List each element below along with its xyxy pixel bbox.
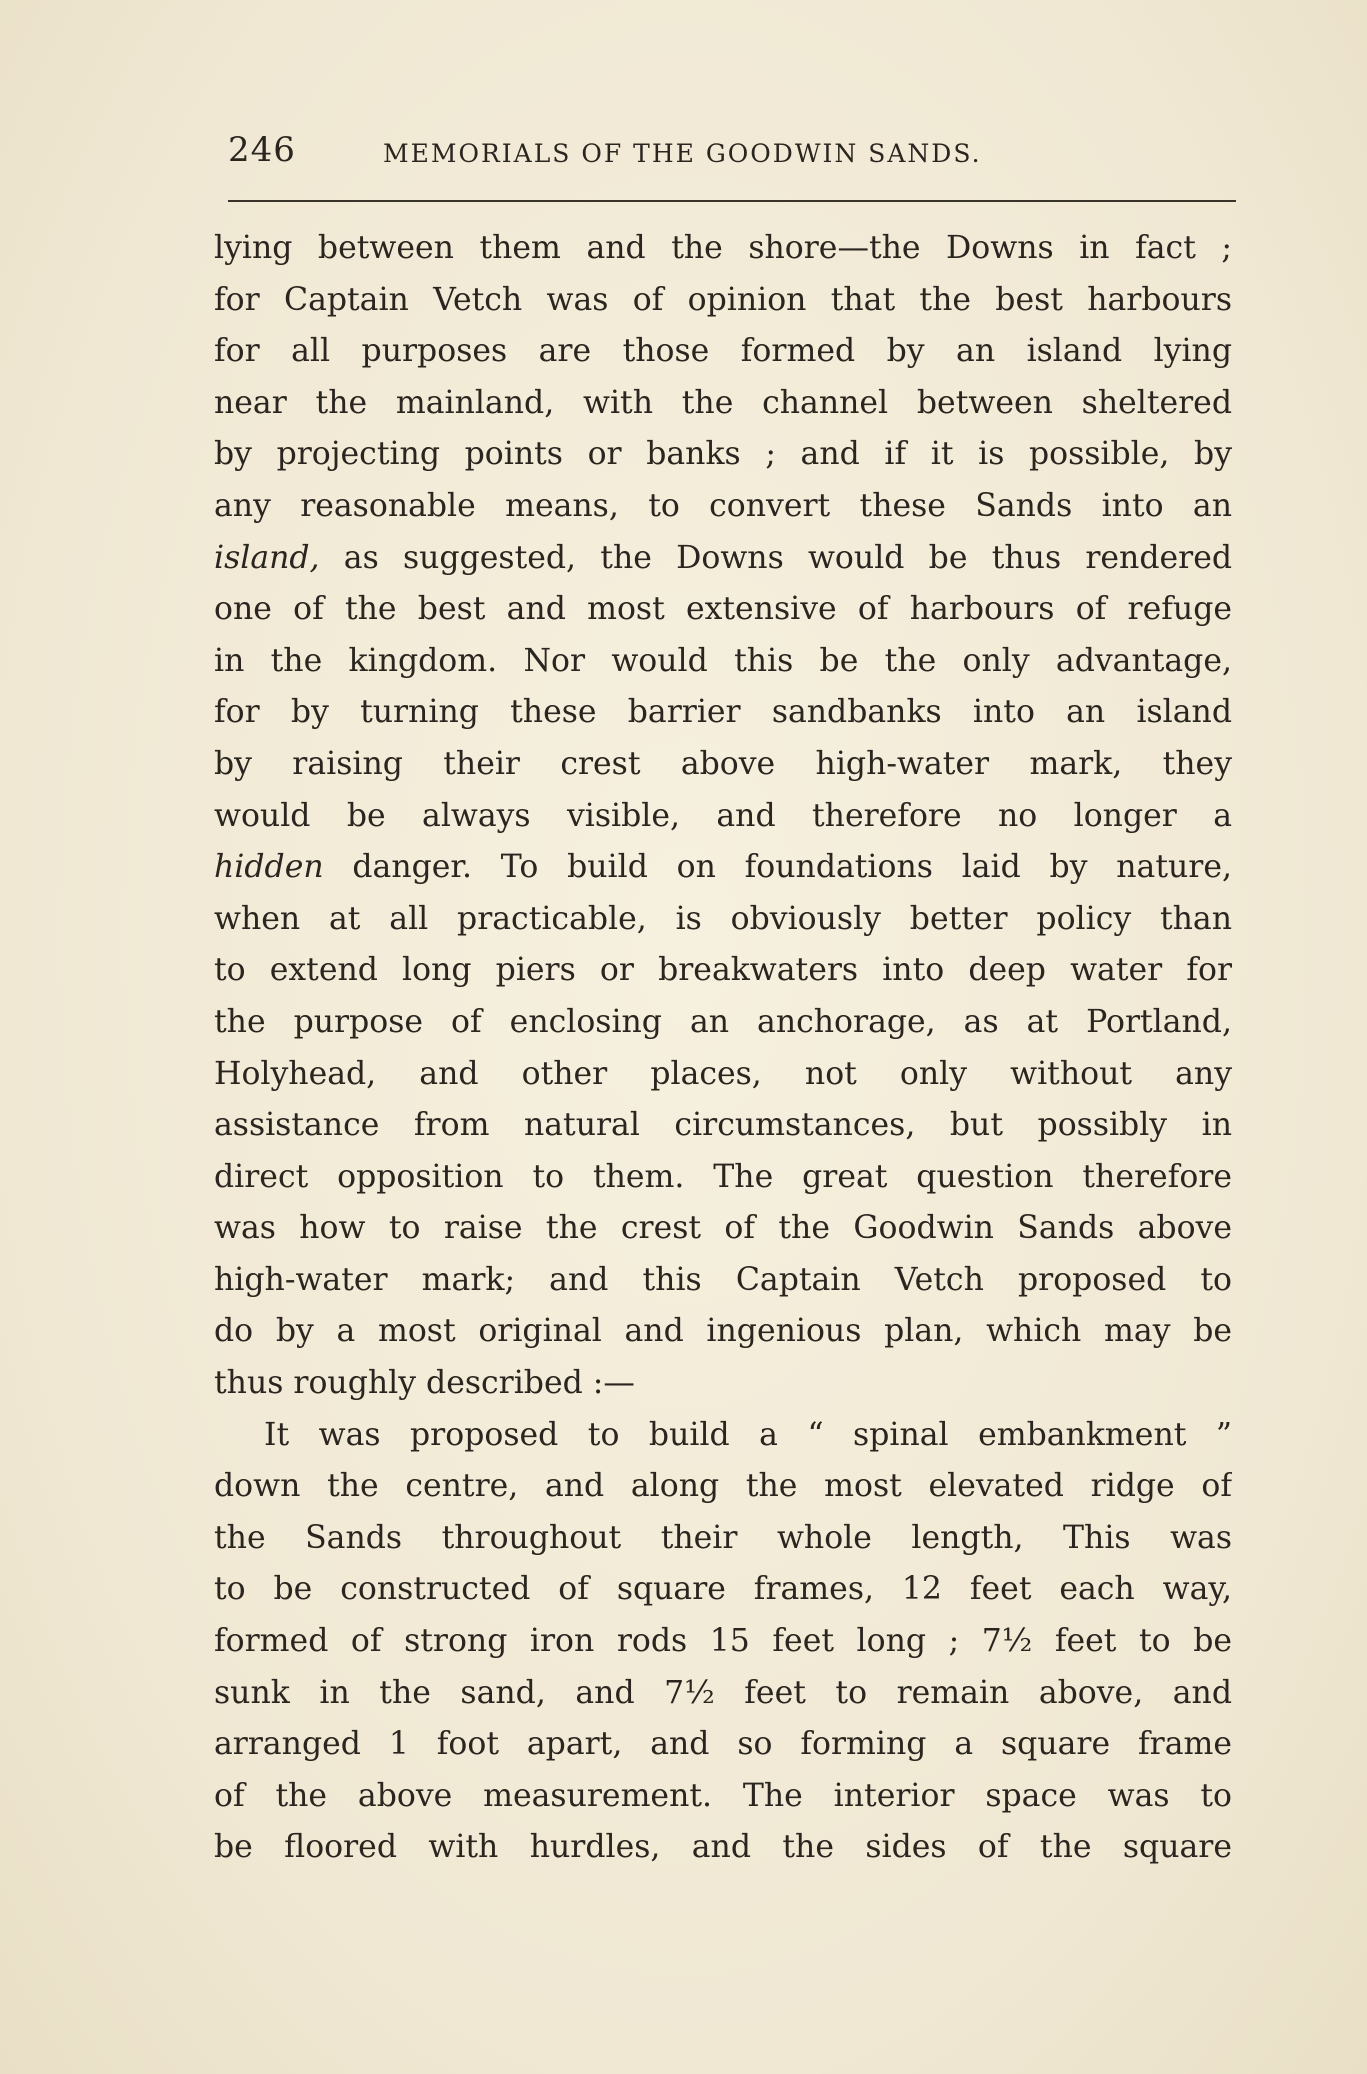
- text-line: [214, 1719, 1232, 1771]
- line-text: direct opposition to them. The great question therefore: [214, 1158, 1232, 1195]
- text-line: [214, 1203, 1232, 1255]
- line-text: in the kingdom. Nor would this be the only advantage,: [214, 642, 1232, 679]
- text-line: [214, 1564, 1232, 1616]
- text-line: [214, 1255, 1232, 1307]
- line-text: to extend long piers or breakwaters into deep water for: [214, 952, 1232, 989]
- line-text: one of the best and most extensive of harbours of refuge: [214, 591, 1232, 628]
- text-line: [214, 275, 1232, 327]
- text-line: [214, 1616, 1232, 1668]
- line-text: to be constructed of square frames, 12 feet each way,: [214, 1571, 1232, 1608]
- header-rule: [228, 200, 1236, 202]
- line-text: of the above measurement. The interior space was to: [214, 1777, 1232, 1814]
- line-text: high-water mark; and this Captain Vetch proposed to: [214, 1261, 1232, 1298]
- text-line: [214, 1461, 1232, 1513]
- text-line: [214, 1100, 1232, 1152]
- text-line: [214, 1410, 1232, 1462]
- text-line: [214, 533, 1232, 585]
- text-line: [214, 1152, 1232, 1204]
- text-line: [214, 1049, 1232, 1101]
- text-line: [214, 326, 1232, 378]
- text-line: [214, 1668, 1232, 1720]
- line-text: would be always visible, and therefore no longer a: [214, 797, 1232, 834]
- line-text: when at all practicable, is obviously better policy than: [214, 900, 1232, 937]
- line-text: sunk in the sand, and 7½ feet to remain above, and: [214, 1674, 1232, 1711]
- line-text: lying between them and the shore—the Downs in fact ;: [214, 230, 1232, 266]
- body-text: [214, 223, 1232, 1874]
- text-line: [214, 223, 1232, 275]
- italic-word: island,: [214, 539, 320, 576]
- line-text: thus roughly described :—: [214, 1365, 635, 1402]
- text-line: [214, 378, 1232, 430]
- text-line: [214, 429, 1232, 481]
- text-line: [214, 1771, 1232, 1823]
- line-text: down the centre, and along the most elevated ridge of: [214, 1468, 1232, 1505]
- line-text: for by turning these barrier sandbanks into an island: [214, 694, 1232, 731]
- line-text: the Sands throughout their whole length, This was: [214, 1519, 1232, 1556]
- page-header: [228, 130, 1238, 174]
- line-text: any reasonable means, to convert these Sands into an: [214, 487, 1232, 524]
- line-text: by projecting points or banks ; and if it is possible, by: [214, 436, 1232, 473]
- line-text: be floored with hurdles, and the sides of the square: [214, 1829, 1232, 1866]
- page-number: 246: [228, 130, 296, 170]
- line-text: the purpose of enclosing an anchorage, as at Portland,: [214, 1003, 1232, 1040]
- text-line: [214, 1306, 1232, 1358]
- text-line: [214, 584, 1232, 636]
- line-text: as suggested, the Downs would be thus rendered: [319, 539, 1232, 576]
- italic-word: hidden: [214, 849, 324, 886]
- line-text: danger. To build on foundations laid by nature,: [323, 849, 1232, 886]
- text-line: [214, 739, 1232, 791]
- line-text: near the mainland, with the channel between sheltered: [214, 384, 1232, 421]
- line-text: for all purposes are those formed by an island lying: [214, 333, 1232, 370]
- text-line: [214, 791, 1232, 843]
- text-line: [214, 945, 1232, 997]
- line-text: formed of strong iron rods 15 feet long ; 7½ feet to be: [214, 1623, 1232, 1660]
- line-text: was how to raise the crest of the Goodwin Sands above: [214, 1210, 1232, 1247]
- text-line: [214, 842, 1232, 894]
- line-text: assistance from natural circumstances, but possibly in: [214, 1107, 1232, 1144]
- text-line: [214, 894, 1232, 946]
- line-text: by raising their crest above high-water mark, they: [214, 745, 1232, 782]
- text-line: [214, 1513, 1232, 1565]
- running-title: MEMORIALS OF THE GOODWIN SANDS.: [383, 139, 982, 168]
- line-text: It was proposed to build a “ spinal embankment ”: [264, 1416, 1232, 1453]
- text-line: [214, 1358, 1232, 1410]
- text-line: [214, 481, 1232, 533]
- line-text: arranged 1 foot apart, and so forming a square frame: [214, 1726, 1232, 1763]
- text-line: [214, 997, 1232, 1049]
- line-text: do by a most original and ingenious plan, which may be: [214, 1313, 1232, 1350]
- line-text: for Captain Vetch was of opinion that the best harbours: [214, 281, 1232, 318]
- text-line: [214, 636, 1232, 688]
- line-text: Holyhead, and other places, not only without any: [214, 1055, 1232, 1092]
- text-line: [214, 1822, 1232, 1874]
- text-line: [214, 687, 1232, 739]
